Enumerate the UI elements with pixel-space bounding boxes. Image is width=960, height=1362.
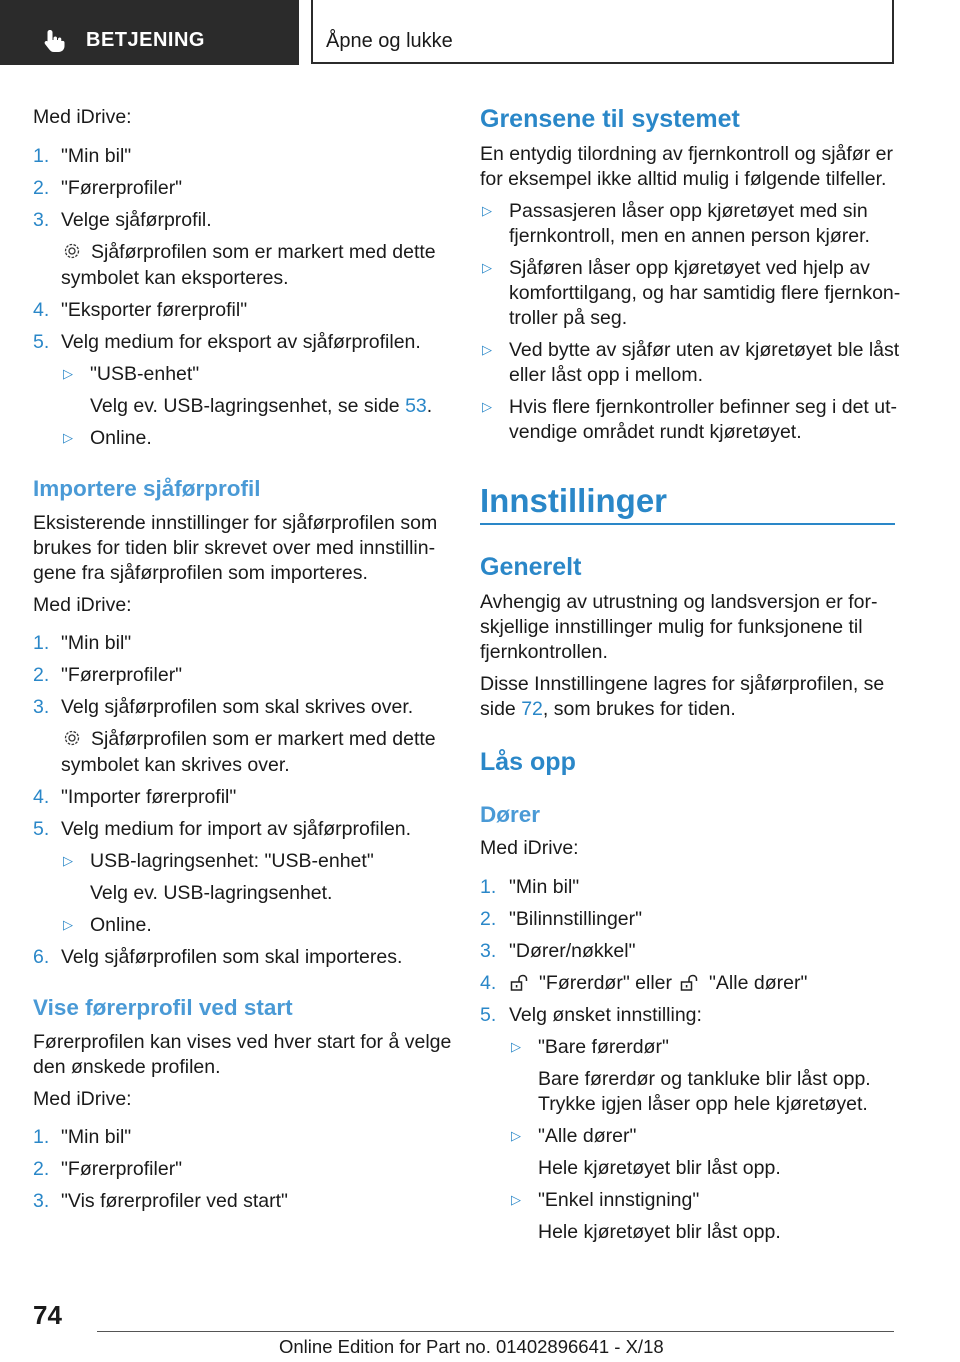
bullet-line: Ved bytte av sjåfør uten av kjøretøyet ble låst bbox=[509, 339, 900, 361]
step-text: Velg ønsket innstilling: bbox=[509, 1004, 702, 1026]
sub-option-note: Trykke igjen låser opp hele kjøretøyet. bbox=[538, 1093, 868, 1115]
step-number: 5. bbox=[480, 1004, 497, 1026]
unlock-icon bbox=[679, 973, 699, 993]
page-number: 74 bbox=[33, 1300, 62, 1330]
step-number: 3. bbox=[33, 209, 50, 231]
bullet-line: komforttilgang, og har samtidig flere fjernkon- bbox=[509, 282, 901, 304]
sub-option: Online. bbox=[90, 914, 152, 936]
step-text: Velge sjåførprofil. bbox=[61, 209, 212, 231]
profile-gear-icon bbox=[62, 241, 82, 261]
note-text: Sjåførprofilen som er markert med dette bbox=[91, 728, 436, 750]
chapter-title: Åpne og lukke bbox=[326, 30, 453, 52]
sub-option: "USB-enhet" bbox=[90, 363, 200, 385]
subheading: Lås opp bbox=[480, 748, 576, 776]
note-text: symbolet kan eksporteres. bbox=[61, 267, 289, 289]
step-text: Velg medium for import av sjåførprofilen. bbox=[61, 818, 412, 840]
step-text: "Dører/nøkkel" bbox=[509, 940, 636, 962]
step-text: "Førerprofiler" bbox=[61, 664, 183, 686]
step-text: "Min bil" bbox=[61, 1126, 132, 1148]
bullet-line: vendige området rundt kjøretøyet. bbox=[509, 421, 802, 443]
bullet-triangle-icon: ▷ bbox=[63, 430, 73, 445]
bullet-line: eller låst opp i mellom. bbox=[509, 364, 703, 386]
bullet-triangle-icon: ▷ bbox=[482, 203, 492, 218]
bullet-line: Hvis flere fjernkontroller befinner seg i det ut- bbox=[509, 396, 898, 418]
unlock-icon bbox=[509, 973, 529, 993]
bullet-triangle-icon: ▷ bbox=[511, 1128, 521, 1143]
sub-option: "Enkel innstigning" bbox=[538, 1189, 700, 1211]
paragraph: Med iDrive: bbox=[33, 594, 132, 616]
step-number: 3. bbox=[480, 940, 497, 962]
page-link[interactable]: 53 bbox=[405, 395, 427, 417]
paragraph-line: skjellige innstillinger mulig for funksjonene til bbox=[480, 616, 863, 638]
bullet-triangle-icon: ▷ bbox=[511, 1039, 521, 1054]
step-number: 4. bbox=[480, 972, 497, 994]
bullet-triangle-icon: ▷ bbox=[482, 260, 492, 275]
step-number: 5. bbox=[33, 331, 50, 353]
paragraph: Med iDrive: bbox=[33, 106, 132, 128]
sub-option: Online. bbox=[90, 427, 152, 449]
subheading: Dører bbox=[480, 802, 541, 827]
sub-option-note: Velg ev. USB-lagringsenhet, se side 53. bbox=[90, 395, 433, 417]
bullet-triangle-icon: ▷ bbox=[63, 853, 73, 868]
chapter-tab bbox=[311, 0, 894, 64]
paragraph-line: En entydig tilordning av fjernkontroll og sjåfør er bbox=[480, 143, 893, 165]
sub-option: "Alle dører" bbox=[538, 1125, 637, 1147]
step-text: "Importer førerprofil" bbox=[61, 786, 237, 808]
heading-rule bbox=[480, 523, 895, 525]
step-number: 2. bbox=[33, 1158, 50, 1180]
section-heading: Innstillinger bbox=[480, 482, 668, 519]
hand-pointer-icon bbox=[42, 28, 68, 54]
subheading: Importere sjåførprofil bbox=[33, 476, 261, 501]
paragraph-line: Disse Innstillingene lagres for sjåførprofilen, se bbox=[480, 673, 885, 695]
step-number: 1. bbox=[33, 632, 50, 654]
step-number: 1. bbox=[33, 1126, 50, 1148]
paragraph-line: gene fra sjåførprofilen som importeres. bbox=[33, 562, 368, 584]
paragraph-line: den ønskede profilen. bbox=[33, 1056, 221, 1078]
sub-option-note: Bare førerdør og tankluke blir låst opp. bbox=[538, 1068, 871, 1090]
subheading: Grensene til systemet bbox=[480, 105, 740, 133]
step-number: 2. bbox=[480, 908, 497, 930]
step-number: 3. bbox=[33, 696, 50, 718]
paragraph-line: fjernkontrollen. bbox=[480, 641, 608, 663]
footer-rule bbox=[97, 1331, 894, 1332]
bullet-triangle-icon: ▷ bbox=[482, 342, 492, 357]
step-text: Velg sjåførprofilen som skal importeres. bbox=[61, 946, 403, 968]
step-text: "Førerdør" eller bbox=[539, 972, 673, 994]
paragraph: Med iDrive: bbox=[33, 1088, 132, 1110]
bullet-triangle-icon: ▷ bbox=[511, 1192, 521, 1207]
bullet-line: Passasjeren låser opp kjøretøyet med sin bbox=[509, 200, 868, 222]
sub-option-note: Hele kjøretøyet blir låst opp. bbox=[538, 1221, 781, 1243]
sub-option-note: Hele kjøretøyet blir låst opp. bbox=[538, 1157, 781, 1179]
paragraph-line: Avhengig av utrustning og landsversjon er for- bbox=[480, 591, 878, 613]
paragraph-line: brukes for tiden blir skrevet over med innstillin- bbox=[33, 537, 436, 559]
step-number: 2. bbox=[33, 177, 50, 199]
step-text: "Bilinnstillinger" bbox=[509, 908, 643, 930]
step-number: 1. bbox=[33, 145, 50, 167]
bullet-triangle-icon: ▷ bbox=[482, 399, 492, 414]
note-text: Sjåførprofilen som er markert med dette bbox=[91, 241, 436, 263]
step-text: "Alle dører" bbox=[709, 972, 808, 994]
paragraph-line: Førerprofilen kan vises ved hver start for å velge bbox=[33, 1031, 452, 1053]
bullet-line: fjernkontroll, men en annen person kjører. bbox=[509, 225, 870, 247]
step-text: "Min bil" bbox=[61, 145, 132, 167]
bullet-line: troller på seg. bbox=[509, 307, 628, 329]
note-text: symbolet kan skrives over. bbox=[61, 754, 290, 776]
page-link[interactable]: 72 bbox=[521, 698, 543, 720]
step-number: 6. bbox=[33, 946, 50, 968]
subheading: Generelt bbox=[480, 553, 582, 581]
step-text: "Førerprofiler" bbox=[61, 177, 183, 199]
bullet-line: Sjåføren låser opp kjøretøyet ved hjelp av bbox=[509, 257, 870, 279]
sub-option: USB-lagringsenhet: "USB-enhet" bbox=[90, 850, 374, 872]
bullet-triangle-icon: ▷ bbox=[63, 366, 73, 381]
section-tab bbox=[0, 0, 299, 65]
step-number: 3. bbox=[33, 1190, 50, 1212]
section-title: BETJENING bbox=[86, 29, 205, 51]
sub-option: "Bare førerdør" bbox=[538, 1036, 669, 1058]
sub-option-note: Velg ev. USB-lagringsenhet. bbox=[90, 882, 333, 904]
step-text: "Vis førerprofiler ved start" bbox=[61, 1190, 288, 1212]
paragraph-line: for eksempel ikke alltid mulig i følgende tilfeller. bbox=[480, 168, 887, 190]
footer-text: Online Edition for Part no. 01402896641 - X/18 bbox=[279, 1336, 664, 1357]
bullet-triangle-icon: ▷ bbox=[63, 917, 73, 932]
step-number: 2. bbox=[33, 664, 50, 686]
step-number: 5. bbox=[33, 818, 50, 840]
paragraph-line: Eksisterende innstillinger for sjåførprofilen som bbox=[33, 512, 438, 534]
step-text: "Førerprofiler" bbox=[61, 1158, 183, 1180]
step-text: "Min bil" bbox=[509, 876, 580, 898]
step-text: "Min bil" bbox=[61, 632, 132, 654]
subheading: Vise førerprofil ved start bbox=[33, 995, 293, 1020]
step-number: 4. bbox=[33, 786, 50, 808]
profile-gear-icon bbox=[62, 728, 82, 748]
step-text: Velg sjåførprofilen som skal skrives over. bbox=[61, 696, 414, 718]
step-text: "Eksporter førerprofil" bbox=[61, 299, 248, 321]
step-text: Velg medium for eksport av sjåførprofilen. bbox=[61, 331, 421, 353]
step-number: 4. bbox=[33, 299, 50, 321]
paragraph: Med iDrive: bbox=[480, 837, 579, 859]
paragraph-line: side 72, som brukes for tiden. bbox=[480, 698, 736, 720]
step-number: 1. bbox=[480, 876, 497, 898]
